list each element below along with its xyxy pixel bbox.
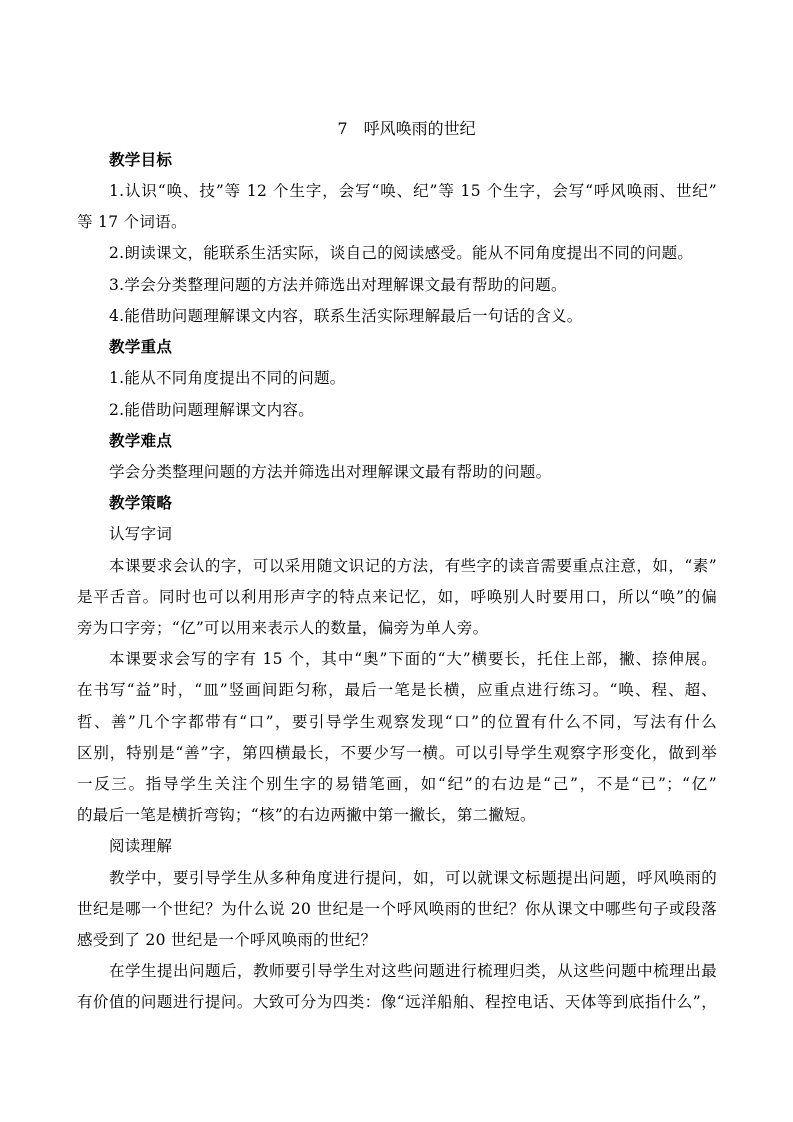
paragraph-2-line-2: 在书写“益”时，“皿”竖画间距匀称，最后一笔是长横，应重点进行练习。“唤、程、超、 [77,681,717,699]
paragraph-4-line-2: 有价值的问题进行提问。大致可分为四类：像“远洋船舶、程控电话、天体等到底指什么”， [77,993,717,1011]
lesson-title: 7 呼风唤雨的世纪 [337,119,476,138]
paragraph-1-line-2: 是平舌音。同时也可以利用形声字的特点来记忆，如，呼唤别人时要用口，所以“唤”的偏 [77,588,717,606]
paragraph-3-line-1: 教学中，要引导学生从多种角度进行提问，如，可以就课文标题提出问题，呼风唤雨的 [109,869,717,887]
paragraph-1-line-3: 旁为口字旁；“亿”可以用来表示人的数量，偏旁为单人旁。 [77,619,489,637]
goal-3: 3.学会分类整理问题的方法并筛选出对理解课文最有帮助的问题。 [109,276,567,294]
goal-2: 2.朗读课文，能联系生活实际，谈自己的阅读感受。能从不同角度提出不同的问题。 [109,244,694,262]
paragraph-2-line-3: 哲、善”几个字都带有“口”，要引导学生观察发现“口”的位置有什么不同，写法有什么 [77,713,717,731]
subheading-words: 认写字词 [109,525,173,543]
paragraph-2-line-5: 一反三。指导学生关注个别生字的易错笔画，如“纪”的右边是“己”，不是“已”；“亿” [77,775,717,793]
strategy-heading: 教学策略 [109,494,173,512]
goal-4: 4.能借助问题理解课文内容，联系生活实际理解最后一句话的含义。 [109,307,583,325]
paragraph-2-line-4: 区别，特别是“善”字，第四横最长，不要少写一横。可以引导学生观察字形变化，做到举 [77,744,717,762]
paragraph-3-line-2: 世纪是哪一个世纪？为什么说 20 世纪是一个呼风唤雨的世纪？你从课文中哪些句子或段落 [77,900,717,918]
paragraph-1-line-1: 本课要求会认的字，可以采用随文识记的方法，有些字的读音需要重点注意，如，“素” [109,557,717,575]
difficulties-heading: 教学难点 [109,432,173,450]
goal-1-line-1: 1.认识“唤、技”等 12 个生字，会写“唤、纪”等 15 个生字，会写“呼风唤雨、世纪” [109,182,717,200]
paragraph-2-line-6: 的最后一笔是横折弯钩；“核”的右边两撇中第一撇长，第二撇短。 [77,806,536,824]
paragraph-3-line-3: 感受到了 20 世纪是一个呼风唤雨的世纪？ [77,931,377,949]
key-points-heading: 教学重点 [109,338,173,356]
subheading-reading: 阅读理解 [109,837,173,855]
key-point-1: 1.能从不同角度提出不同的问题。 [109,369,346,387]
paragraph-2-line-1: 本课要求会写的字有 15 个，其中“奥”下面的“大”横要长，托住上部，撇、捺伸展。 [109,650,717,668]
goals-heading: 教学目标 [109,151,173,169]
goal-1-line-2: 等 17 个词语。 [77,213,187,231]
paragraph-4-line-1: 在学生提出问题后，教师要引导学生对这些问题进行梳理归类，从这些问题中梳理出最 [109,962,717,980]
difficulty-1: 学会分类整理问题的方法并筛选出对理解课文最有帮助的问题。 [109,463,552,481]
key-point-2: 2.能借助问题理解课文内容。 [109,401,314,419]
